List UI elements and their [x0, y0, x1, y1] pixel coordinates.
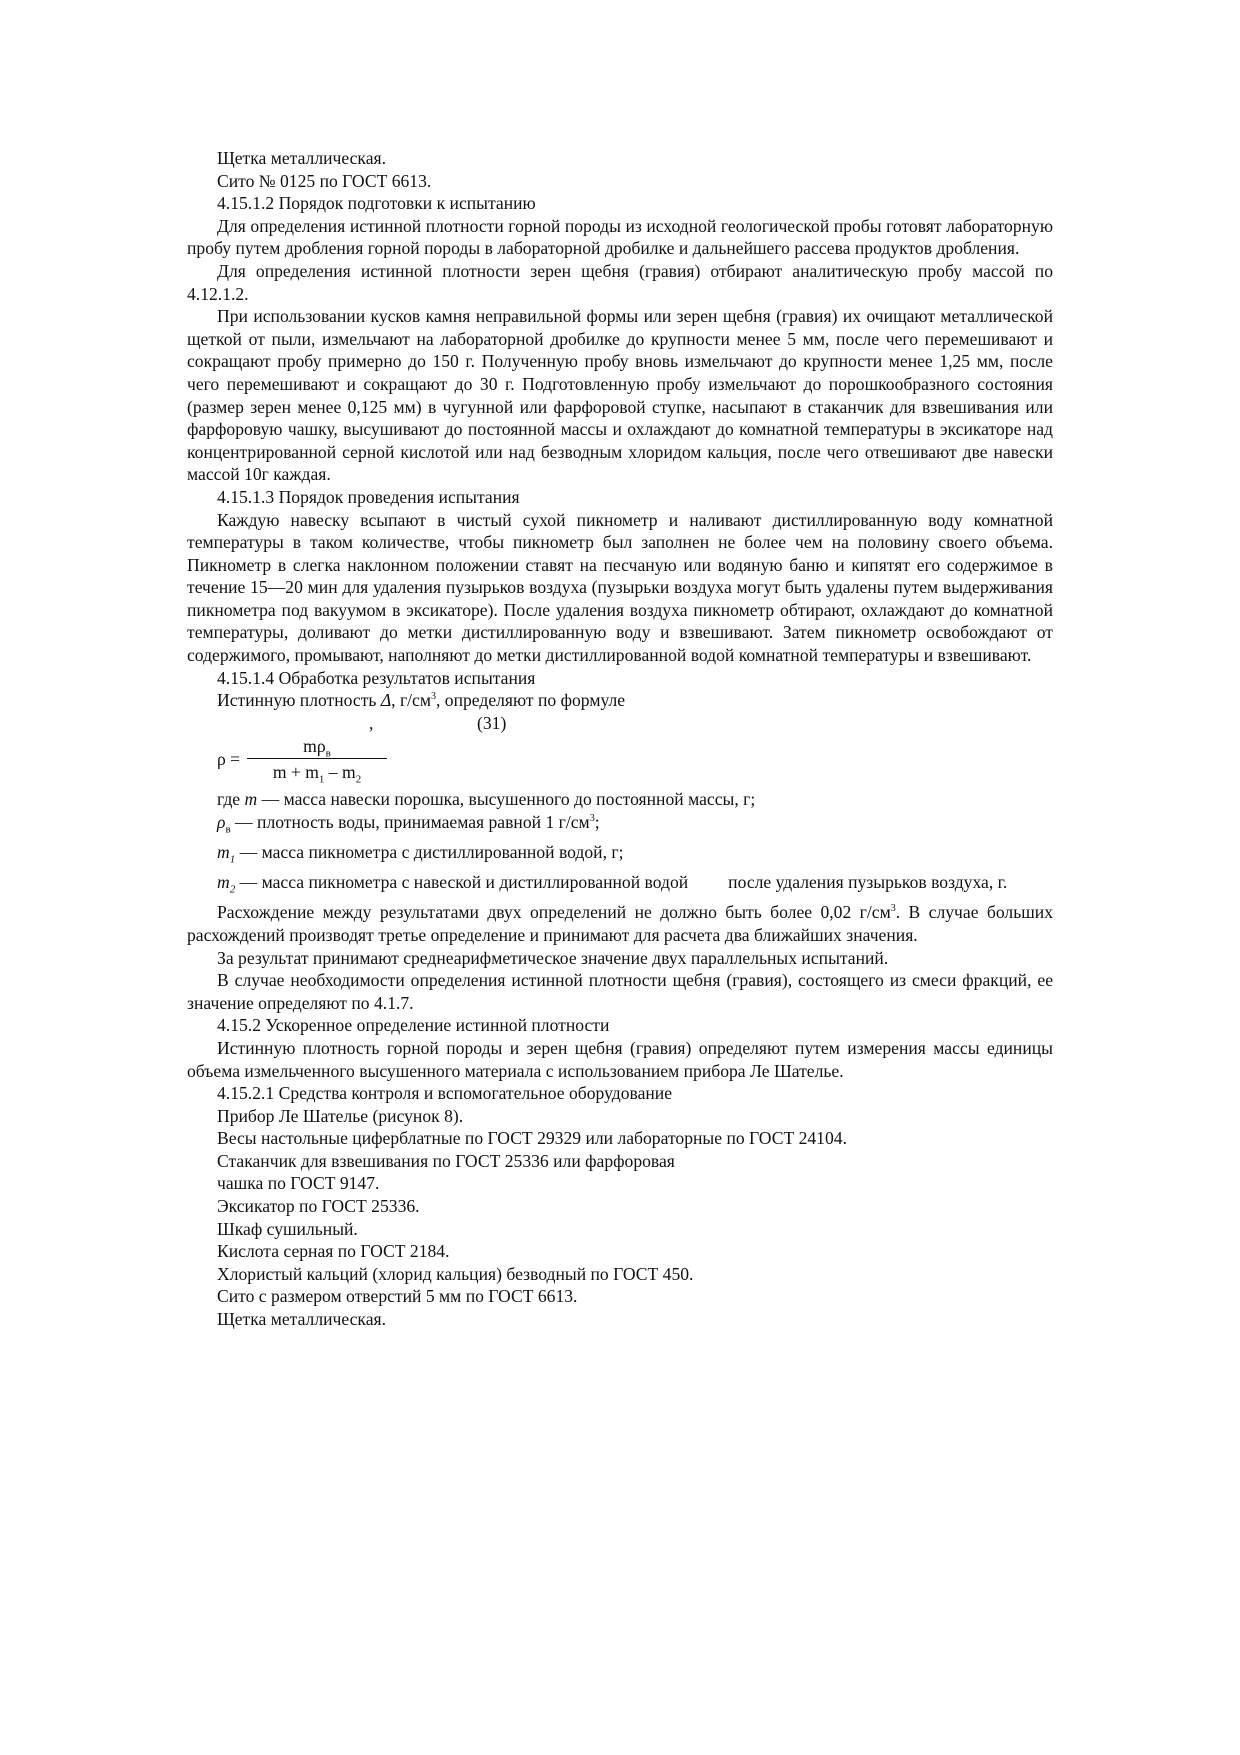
text-run: m + m [272, 762, 319, 783]
formula-number-row [187, 712, 1053, 735]
formula-number: (31) [477, 712, 507, 733]
equipment-item: Щетка металлическая. [217, 1309, 387, 1330]
subscript: в [325, 747, 331, 760]
text-run: , определяют по формуле [435, 690, 626, 711]
variable: Δ [380, 690, 392, 711]
body-paragraph: За результат принимают среднеарифметическое значение двух параллельных испытаний. [217, 947, 889, 968]
text-run: . В случае больших расхождений производят третье определение и принимают для расчета два ближайших значения. [187, 902, 1053, 945]
body-paragraph: Истинную плотность горной породы и зерен щебня (гравия) определяют путем измерения массы единицы объема измельченного высушенного материала с использованием прибора Ле Шателье. [187, 1037, 1053, 1081]
density-formula [217, 734, 1053, 788]
equipment-item: Весы настольные циферблатные по ГОСТ 29329 или лабораторные по ГОСТ 24104. [217, 1128, 847, 1149]
formula-denominator [247, 759, 387, 785]
text-run: , г/см [391, 690, 431, 711]
superscript: 3 [589, 813, 595, 825]
equipment-item: Эксикатор по ГОСТ 25336. [217, 1196, 420, 1217]
equipment-item: Стаканчик для взвешивания по ГОСТ 25336 или фарфоровая [217, 1150, 675, 1171]
section-heading: 4.15.1.4 Обработка результатов испытания [217, 667, 536, 688]
text-run: ; [594, 812, 600, 833]
variable-definition [187, 841, 1053, 871]
subscript: 1 [229, 853, 236, 866]
text-run: Истинную плотность [217, 690, 381, 711]
section-heading: 4.15.1.2 Порядок подготовки к испытанию [217, 193, 536, 214]
subscript: в [225, 823, 231, 836]
variable: m [244, 789, 258, 810]
section-heading: 4.15.2.1 Средства контроля и вспомогательное оборудование [217, 1083, 673, 1104]
equipment-item: Сито № 0125 по ГОСТ 6613. [217, 170, 432, 191]
equipment-item: чашка по ГОСТ 9147. [217, 1173, 380, 1194]
equipment-item: Сито с размером отверстий 5 мм по ГОСТ 6613. [217, 1286, 578, 1307]
variable-definition [187, 871, 1053, 901]
text-run: после удаления пузырьков воздуха, г. [728, 872, 1008, 893]
section-heading: 4.15.1.3 Порядок проведения испытания [217, 486, 520, 507]
body-paragraph [187, 901, 1053, 946]
text-run: — масса пикнометра с дистиллированной водой, г; [235, 842, 624, 863]
variable-definition [187, 811, 1053, 841]
body-paragraph: Каждую навеску всыпают в чистый сухой пикнометр и наливают дистиллированную воду комнатной температуры в таком количестве, чтобы пикнометр был заполнен не более чем на половину своего объема. Пикнометр в слегка наклонном положении ставят на песчаную или водяную баню и кипятят его содержимое в течение 15—20 мин для удаления пузырьков воздуха (пузырьки воздуха могут быть удалены путем выдерживания пикнометра под вакуумом в эксикаторе). После удаления воздуха пикнометр обтирают, охлаждают до комнатной температуры, доливают до метки дистиллированную воду и взвешивают. Затем пикнометр освобождают от содержимого, промывают, наполняют до метки дистиллированной водой комнатной температуры и взвешивают. [187, 509, 1053, 666]
text-run: где [217, 789, 245, 810]
body-paragraph: Для определения истинной плотности горной породы из исходной геологической пробы готовят лабораторную пробу путем дробления горной породы в лабораторной дробилке и дальнейшего рассева продуктов дробления. [187, 215, 1053, 259]
equipment-item: Хлористый кальций (хлорид кальция) безводный по ГОСТ 450. [217, 1263, 694, 1284]
equipment-item: Щетка металлическая. [217, 148, 387, 168]
text-run: mρ [303, 736, 326, 757]
formula-intro [187, 689, 1053, 712]
formula-numerator [247, 734, 387, 758]
document-page [187, 147, 1053, 1331]
variable: m [217, 842, 230, 863]
equipment-item: Кислота серная по ГОСТ 2184. [217, 1241, 450, 1262]
equipment-item: Прибор Ле Шателье (рисунок 8). [217, 1105, 464, 1126]
body-paragraph: Для определения истинной плотности зерен щебня (гравия) отбирают аналитическую пробу массой по 4.12.1.2. [187, 260, 1053, 304]
section-heading: 4.15.2 Ускоренное определение истинной плотности [217, 1015, 610, 1036]
equipment-item: Шкаф сушильный. [217, 1218, 358, 1239]
variable-definition [187, 788, 1053, 811]
body-paragraph: В случае необходимости определения истинной плотности щебня (гравия), состоящего из смеси фракций, ее значение определяют по 4.1.7. [187, 970, 1053, 1013]
variable: ρ [217, 812, 226, 833]
subscript: 2 [229, 883, 236, 896]
superscript: 3 [890, 903, 896, 915]
superscript: 3 [430, 691, 436, 703]
text-run: — масса пикнометра с навеской и дистиллированной водой [235, 872, 689, 893]
text-run: – m [324, 762, 356, 783]
subscript: 2 [355, 773, 362, 786]
formula-fraction [247, 734, 387, 785]
text-run: — масса навески порошка, высушенного до постоянной массы, г; [257, 789, 756, 810]
formula-lhs: ρ = [217, 749, 241, 770]
formula-comma: , [369, 712, 374, 733]
text-run: — плотность воды, принимаемая равной 1 г/см [230, 812, 590, 833]
subscript: 1 [318, 773, 325, 786]
variable: m [217, 872, 230, 893]
text-run: Расхождение между результатами двух определений не должно быть более 0,02 г/см [217, 902, 891, 923]
body-paragraph: При использовании кусков камня неправильной формы или зерен щебня (гравия) их очищают металлической щеткой от пыли, измельчают на лабораторной дробилке до крупности менее 5 мм, после чего перемешивают и сокращают пробу примерно до 150 г. Полученную пробу вновь измельчают до крупности менее 1,25 мм, после чего перемешивают и сокращают до 30 г. Подготовленную пробу измельчают до порошкообразного состояния (размер зерен менее 0,125 мм) в чугунной или фарфоровой ступке, насыпают в стаканчик для взвешивания или фарфоровую чашку, высушивают до постоянной массы и охлаждают до комнатной температуры в эксикаторе над концентрированной серной кислотой или над безводным хлоридом кальция, после чего отвешивают две навески массой 10г каждая. [187, 306, 1053, 485]
